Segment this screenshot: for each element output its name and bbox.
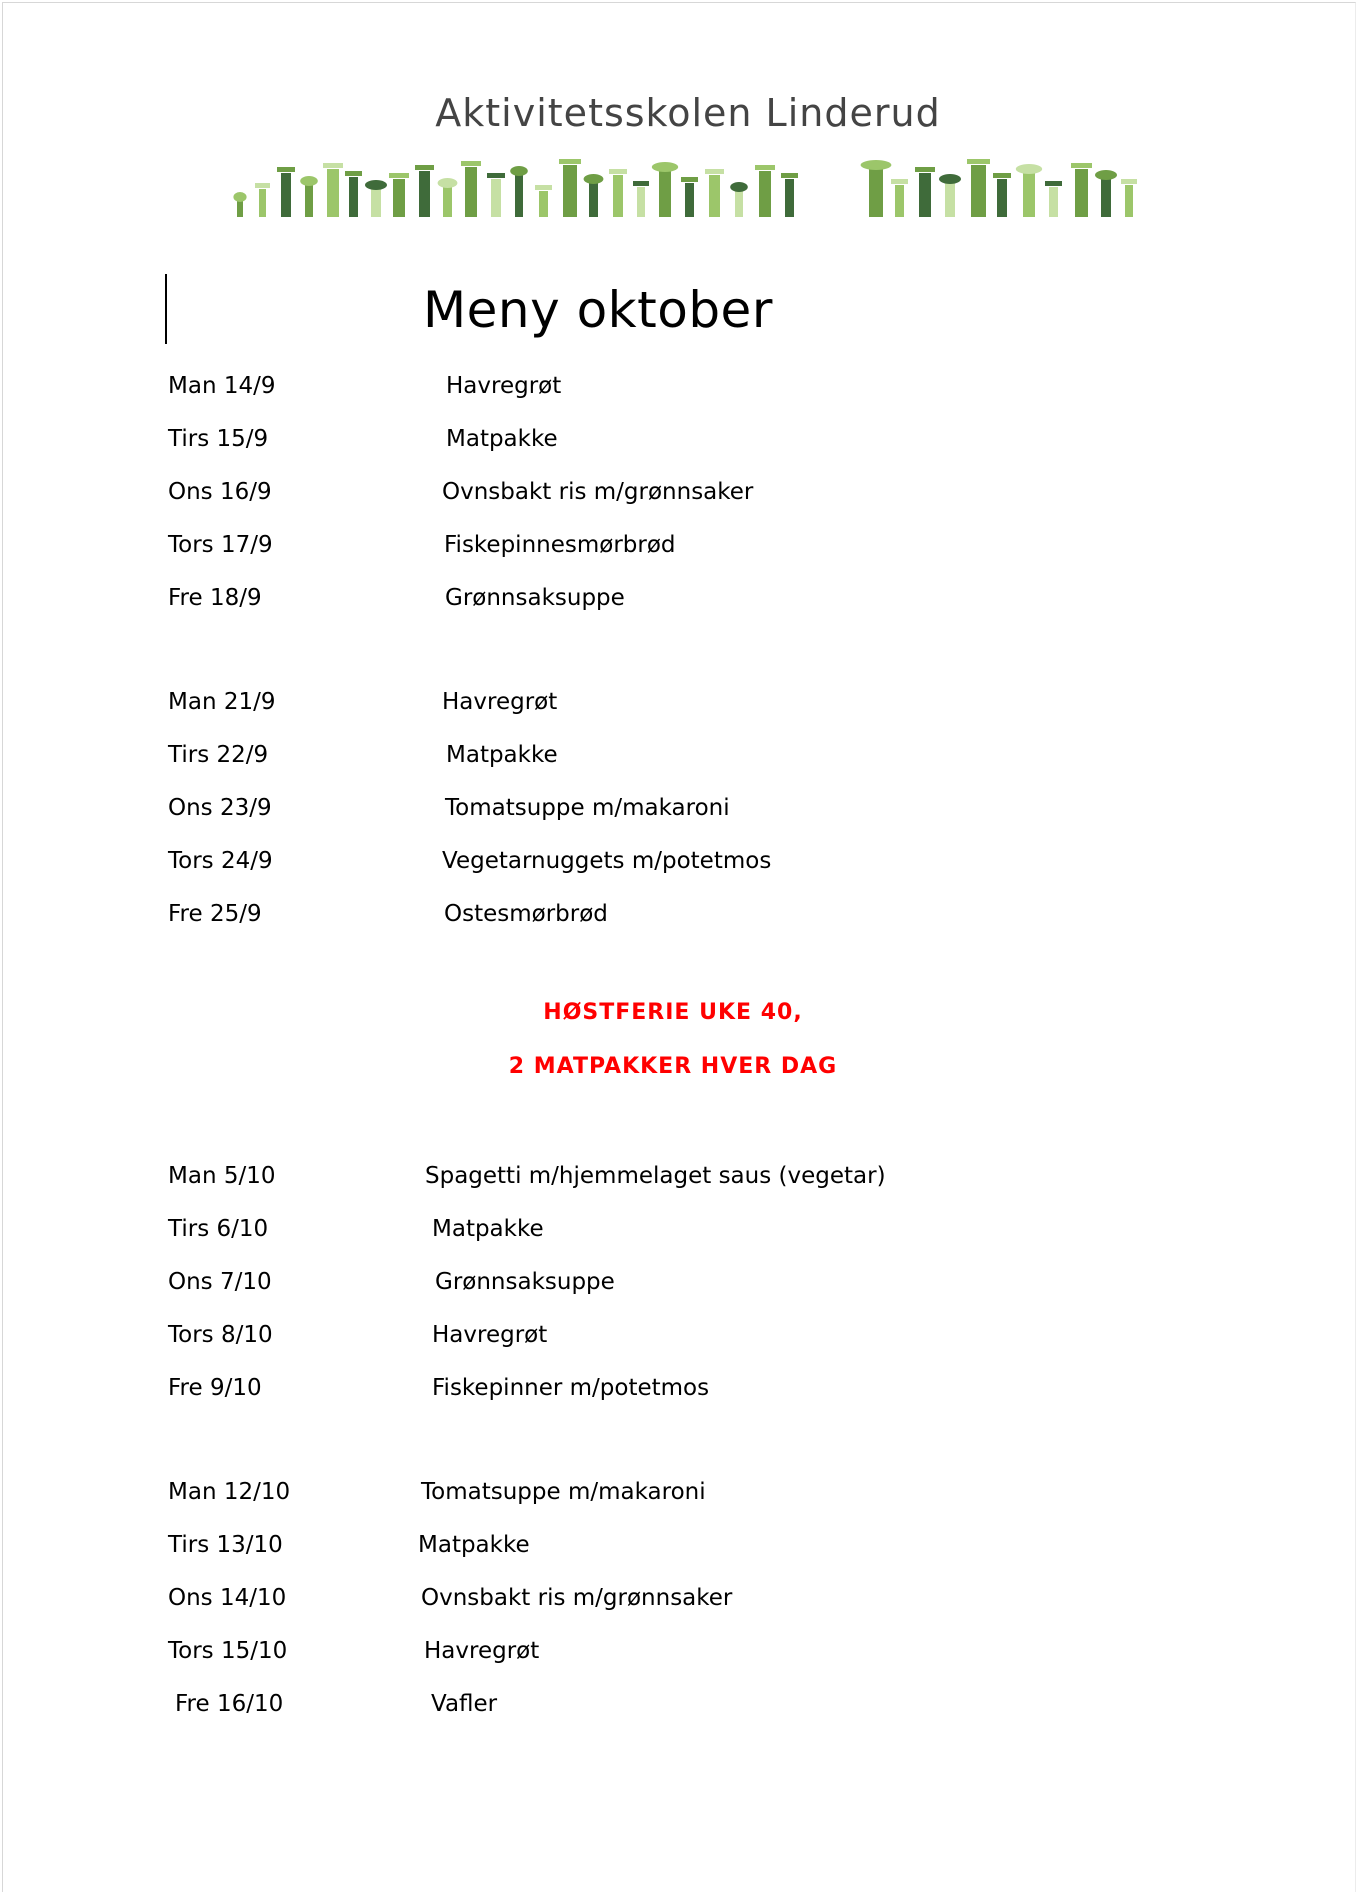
- plant-head: [323, 163, 343, 168]
- menu-row: [3, 791, 1303, 825]
- plant-stem: [1023, 171, 1035, 217]
- plant-stem: [443, 185, 452, 217]
- menu-dish: Havregrøt: [424, 1638, 540, 1664]
- plant-stem: [465, 167, 477, 217]
- plant-head: [705, 169, 724, 174]
- menu-dish: Vafler: [431, 1691, 498, 1717]
- menu-row: [3, 1159, 1303, 1193]
- menu-dish: Ostesmørbrød: [444, 901, 608, 927]
- autumn-break-notice: HØSTFERIE UKE 40,: [543, 1000, 803, 1025]
- plant-head: [967, 159, 990, 164]
- plant-stem: [539, 191, 548, 217]
- menu-day: Fre 9/10: [168, 1375, 262, 1401]
- menu-day: Ons 14/10: [168, 1585, 287, 1611]
- plant-stem: [637, 187, 645, 217]
- plant-head: [861, 160, 892, 170]
- menu-dish: Grønnsaksuppe: [435, 1269, 615, 1295]
- menu-dish: Matpakke: [432, 1216, 544, 1242]
- menu-row: [3, 475, 1303, 509]
- menu-title: Meny oktober: [423, 281, 773, 339]
- plant-head: [415, 165, 434, 170]
- menu-day: Ons 16/9: [168, 479, 272, 505]
- plant-head: [609, 169, 627, 174]
- plant-stem: [919, 173, 931, 217]
- plant-stem: [685, 183, 694, 217]
- menu-day: Man 12/10: [168, 1479, 291, 1505]
- menu-row: [3, 1634, 1303, 1668]
- plant-stem: [349, 177, 358, 217]
- plant-stem: [491, 179, 501, 217]
- plant-head: [1121, 179, 1137, 184]
- plant-stem: [895, 185, 904, 217]
- plant-head: [438, 178, 458, 188]
- menu-dish: Ovnsbakt ris m/grønnsaker: [442, 479, 754, 505]
- plant-head: [730, 182, 748, 192]
- plant-head: [1016, 164, 1042, 174]
- plant-stem: [659, 169, 671, 217]
- menu-dish: Matpakke: [446, 426, 558, 452]
- plant-stem: [393, 179, 405, 217]
- menu-row: [3, 1265, 1303, 1299]
- menu-day: Fre 16/10: [175, 1691, 284, 1717]
- plant-head: [652, 162, 678, 172]
- plant-head: [584, 174, 604, 184]
- plant-head: [681, 177, 698, 182]
- plant-stem: [869, 167, 883, 217]
- plant-stem: [709, 175, 720, 217]
- plant-stem: [563, 165, 577, 217]
- menu-day: Ons 23/9: [168, 795, 272, 821]
- menu-day: Tirs 6/10: [168, 1216, 269, 1242]
- plant-head: [510, 166, 528, 176]
- plant-head: [300, 176, 318, 186]
- menu-row: [3, 422, 1303, 456]
- menu-day: Tirs 22/9: [168, 742, 269, 768]
- menu-day: Tirs 15/9: [168, 426, 269, 452]
- menu-row: [3, 844, 1303, 878]
- menu-dish: Grønnsaksuppe: [445, 585, 625, 611]
- plant-head: [755, 165, 775, 170]
- plant-head: [559, 159, 581, 164]
- plant-stem: [613, 175, 623, 217]
- menu-row: [3, 738, 1303, 772]
- menu-row: [3, 369, 1303, 403]
- plant-head: [993, 173, 1011, 178]
- plant-head: [345, 171, 362, 176]
- plant-stem: [419, 171, 430, 217]
- lunchbox-notice: 2 MATPAKKER HVER DAG: [508, 1054, 838, 1079]
- plant-head: [365, 180, 387, 190]
- menu-row: [3, 1687, 1303, 1721]
- menu-day: Tirs 13/10: [168, 1532, 283, 1558]
- plant-head: [255, 183, 270, 188]
- menu-day: Tors 17/9: [168, 532, 273, 558]
- school-name: Aktivitetsskolen Linderud: [435, 91, 941, 135]
- menu-row: [3, 1528, 1303, 1562]
- plant-stem: [997, 179, 1007, 217]
- menu-day: Man 14/9: [168, 373, 276, 399]
- plant-head: [1095, 170, 1117, 180]
- plant-head: [915, 167, 935, 172]
- menu-dish: Fiskepinnesmørbrød: [444, 532, 676, 558]
- document-page: [2, 2, 1356, 1892]
- plant-stem: [281, 173, 291, 217]
- menu-dish: Ovnsbakt ris m/grønnsaker: [421, 1585, 733, 1611]
- menu-day: Tors 24/9: [168, 848, 273, 874]
- plant-stem: [971, 165, 986, 217]
- menu-row: [3, 1475, 1303, 1509]
- menu-dish: Matpakke: [446, 742, 558, 768]
- plant-head: [535, 185, 552, 190]
- menu-dish: Havregrøt: [432, 1322, 548, 1348]
- menu-dish: Fiskepinner m/potetmos: [432, 1375, 710, 1401]
- plant-stem: [327, 169, 339, 217]
- plant-head: [781, 173, 798, 178]
- plant-stem: [1075, 169, 1088, 217]
- menu-row: [3, 1318, 1303, 1352]
- plant-head: [633, 181, 649, 186]
- plant-head: [389, 173, 409, 178]
- menu-row: [3, 1371, 1303, 1405]
- menu-row: [3, 897, 1303, 931]
- plant-stem: [1049, 187, 1058, 217]
- menu-row: [3, 528, 1303, 562]
- plant-head: [1045, 181, 1062, 186]
- plant-stem: [759, 171, 771, 217]
- plant-stem: [589, 181, 598, 217]
- menu-day: Man 21/9: [168, 689, 276, 715]
- menu-dish: Vegetarnuggets m/potetmos: [442, 848, 772, 874]
- plant-head: [461, 161, 481, 166]
- menu-dish: Havregrøt: [442, 689, 558, 715]
- menu-dish: Tomatsuppe m/makaroni: [445, 795, 730, 821]
- menu-row: [3, 1212, 1303, 1246]
- green-plants-banner-icon: [229, 151, 1143, 217]
- plant-head: [1071, 163, 1092, 168]
- plant-head: [487, 173, 505, 178]
- menu-row: [3, 685, 1303, 719]
- menu-day: Fre 18/9: [168, 585, 262, 611]
- plant-head: [233, 192, 246, 202]
- plant-stem: [259, 189, 266, 217]
- plant-stem: [1101, 177, 1111, 217]
- menu-dish: Matpakke: [418, 1532, 530, 1558]
- menu-day: Ons 7/10: [168, 1269, 272, 1295]
- plant-stem: [785, 179, 794, 217]
- plant-head: [939, 174, 961, 184]
- menu-dish: Havregrøt: [446, 373, 562, 399]
- text-cursor: [165, 274, 167, 344]
- plant-stem: [945, 181, 955, 217]
- plant-stem: [1125, 185, 1133, 217]
- plant-stem: [305, 183, 313, 217]
- plant-stem: [735, 189, 743, 217]
- menu-day: Tors 15/10: [168, 1638, 288, 1664]
- menu-day: Fre 25/9: [168, 901, 262, 927]
- menu-dish: Spagetti m/hjemmelaget saus (vegetar): [425, 1163, 886, 1189]
- menu-day: Tors 8/10: [168, 1322, 273, 1348]
- plant-stem: [371, 187, 381, 217]
- menu-dish: Tomatsuppe m/makaroni: [421, 1479, 706, 1505]
- menu-row: [3, 1581, 1303, 1615]
- plant-stem: [515, 173, 523, 217]
- menu-row: [3, 581, 1303, 615]
- plant-head: [891, 179, 908, 184]
- menu-day: Man 5/10: [168, 1163, 276, 1189]
- plant-head: [277, 167, 295, 172]
